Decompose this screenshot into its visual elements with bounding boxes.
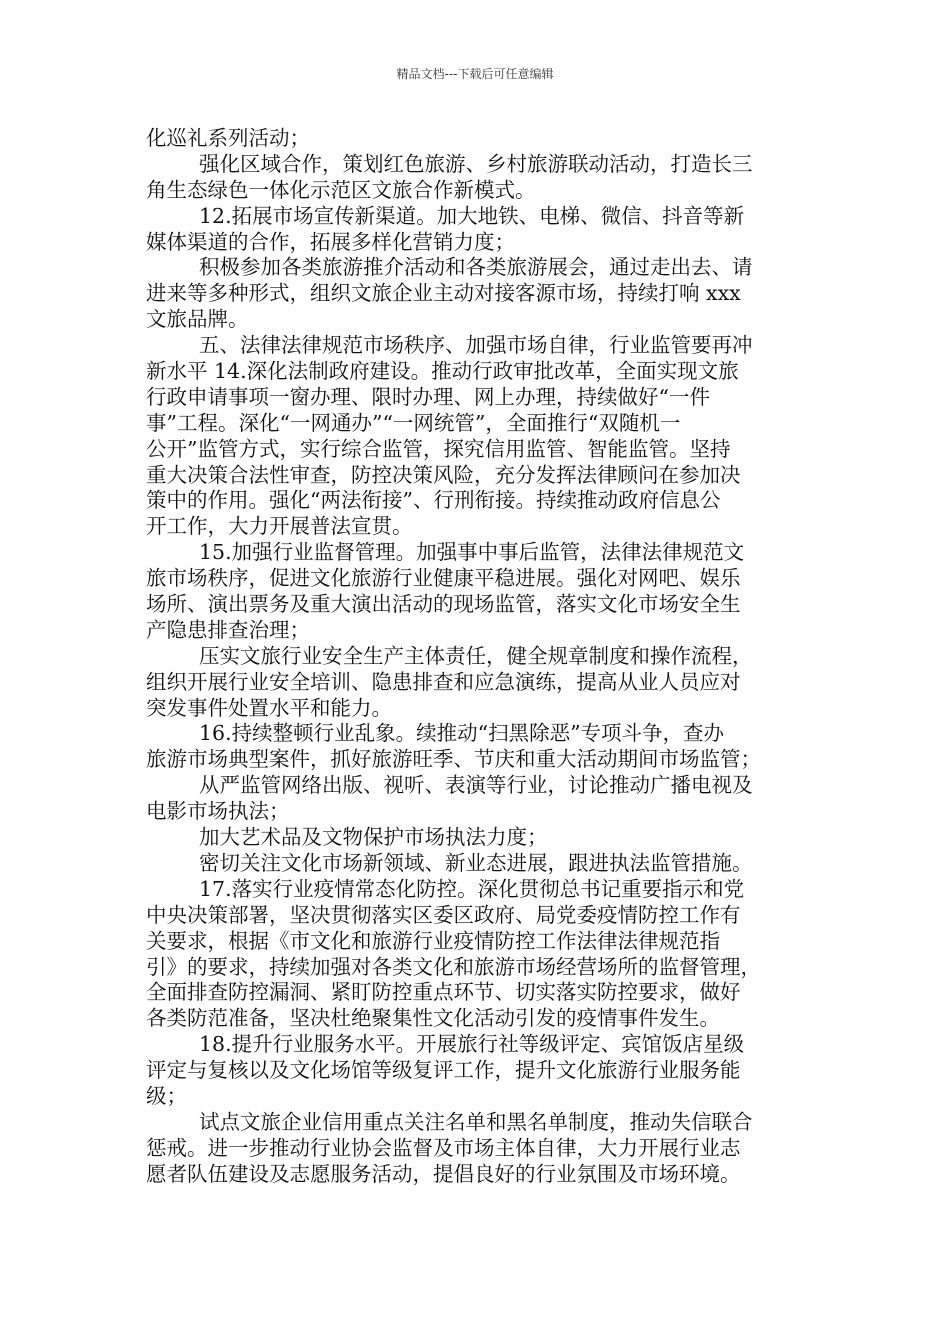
- text-line: 五、法律法律规范市场秩序、加强市场自律，行业监管要再冲: [199, 333, 753, 358]
- text-line: 公开”监管方式，实行综合监管，探究信用监管、智能监管。坚持: [146, 436, 731, 461]
- text-line: 惩戒。进一步推动行业协会监督及市场主体自律，大力开展行业志: [146, 1135, 741, 1160]
- text-line: 重大决策合法性审查，防控决策风险，充分发挥法律顾问在参加决: [146, 462, 741, 487]
- text-line: 各类防范准备，坚决杜绝聚集性文化活动引发的疫情事件发生。: [146, 1006, 720, 1031]
- text-line: 新水平 14.深化法制政府建设。推动行政审批改革，全面实现文旅: [146, 359, 739, 384]
- text-line: 中央决策部署，坚决贯彻落实区委区政府、局党委疫情防控工作有: [146, 902, 741, 927]
- text-line: 15.加强行业监督管理。加强事中事后监管，法律法律规范文: [199, 540, 745, 565]
- text-line: 行政申请事项一窗办理、限时办理、网上办理，持续做好“一件: [146, 384, 710, 409]
- text-line: 进来等多种形式，组织文旅企业主动对接客源市场，持续打响 xxx: [146, 281, 741, 306]
- text-line: 旅市场秩序，促进文化旅游行业健康平稳进展。强化对网吧、娱乐: [146, 566, 741, 591]
- text-line: 17.落实行业疫情常态化防控。深化贯彻总书记重要指示和党: [199, 876, 745, 901]
- text-line: 引》的要求，持续加强对各类文化和旅游市场经营场所的监督管理，: [146, 954, 761, 979]
- text-line: 18.提升行业服务水平。开展旅行社等级评定、宾馆饭店星级: [199, 1032, 745, 1057]
- text-line: 开工作，大力开展普法宣贯。: [146, 514, 413, 539]
- text-line: 密切关注文化市场新领域、新业态进展，跟进执法监管措施。: [199, 850, 753, 875]
- document-body: [146, 126, 816, 1188]
- page-header: 精品文档---下载后可任意编辑: [396, 67, 554, 81]
- text-line: 12.拓展市场宣传新渠道。加大地铁、电梯、微信、抖音等新: [199, 203, 745, 228]
- text-line: 电影市场执法；: [146, 799, 290, 824]
- text-line: 试点文旅企业信用重点关注名单和黑名单制度，推动失信联合: [199, 1109, 753, 1134]
- text-line: 组织开展行业安全培训、隐患排查和应急演练，提高从业人员应对: [146, 669, 741, 694]
- text-line: 16.持续整顿行业乱象。续推动“扫黑除恶”专项斗争，查办: [199, 721, 725, 746]
- text-line: 从严监管网络出版、视听、表演等行业，讨论推动广播电视及: [199, 773, 753, 798]
- text-line: 突发事件处置水平和能力。: [146, 695, 392, 720]
- text-line: 角生态绿色一体化示范区文旅合作新模式。: [146, 177, 536, 202]
- text-line: 关要求，根据《市文化和旅游行业疫情防控工作法律法律规范指: [146, 928, 720, 953]
- text-line: 产隐患排查治理；: [146, 617, 310, 642]
- text-line: 积极参加各类旅游推介活动和各类旅游展会，通过走出去、请: [199, 255, 753, 280]
- text-line: 旅游市场典型案件，抓好旅游旺季、节庆和重大活动期间市场监管；: [146, 747, 761, 772]
- text-line: 愿者队伍建设及志愿服务活动，提倡良好的行业氛围及市场环境。: [146, 1161, 741, 1186]
- text-line: 评定与复核以及文化场馆等级复评工作，提升文化旅游行业服务能: [146, 1058, 741, 1083]
- text-line: 事”工程。深化“一网通办”“一网统管”，全面推行“双随机一: [146, 410, 681, 435]
- text-line: 媒体渠道的合作，拓展多样化营销力度；: [146, 229, 515, 254]
- text-line: 全面排查防控漏洞、紧盯防控重点环节、切实落实防控要求，做好: [146, 980, 741, 1005]
- text-line: 级；: [146, 1083, 187, 1108]
- text-line: 化巡礼系列活动；: [146, 126, 310, 150]
- text-line: 强化区域合作，策划红色旅游、乡村旅游联动活动，打造长三: [199, 151, 753, 176]
- text-line: 压实文旅行业安全生产主体责任，健全规章制度和操作流程，: [199, 643, 753, 668]
- text-line: 场所、演出票务及重大演出活动的现场监管，落实文化市场安全生: [146, 592, 741, 617]
- text-line: 文旅品牌。: [146, 307, 249, 332]
- text-line: 策中的作用。强化“两法衔接”、行刑衔接。持续推动政府信息公: [146, 488, 721, 513]
- text-line: 加大艺术品及文物保护市场执法力度；: [199, 825, 548, 850]
